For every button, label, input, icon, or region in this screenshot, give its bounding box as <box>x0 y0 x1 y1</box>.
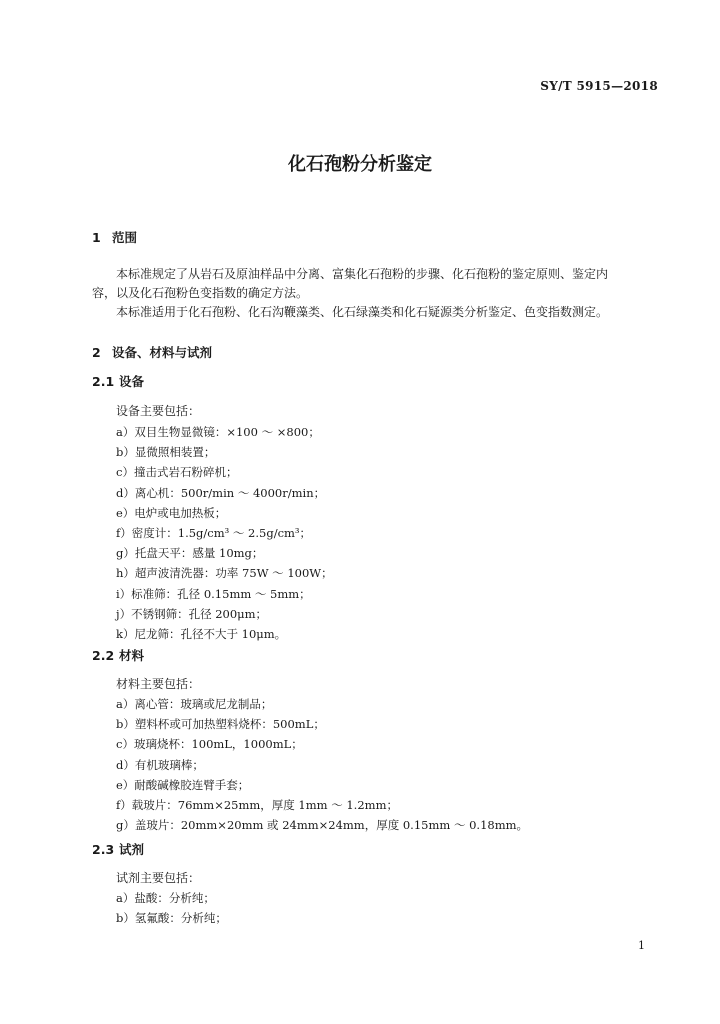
section-number: 2.2 <box>92 648 115 663</box>
page-number: 1 <box>638 939 645 952</box>
list-item: j）不锈钢筛：孔径 200μm； <box>116 606 268 621</box>
section-number: 1 <box>92 230 101 245</box>
list-item: f）密度计：1.5g/cm³ ～ 2.5g/cm³； <box>116 525 312 540</box>
standard-code: SY/T 5915—2018 <box>540 79 658 93</box>
list-item: c）撞击式岩石粉碎机； <box>116 465 238 480</box>
list-item: d）离心机：500r/min ～ 4000r/min； <box>116 485 326 500</box>
section-title: 材料 <box>119 648 145 663</box>
section-title: 设备 <box>119 374 145 389</box>
section-number: 2.3 <box>92 842 115 857</box>
materials-intro: 材料主要包括： <box>116 677 201 691</box>
list-item: k）尼龙筛：孔径不大于 10μm。 <box>116 626 287 641</box>
list-item: a）离心管：玻璃或尼龙制品； <box>116 697 273 711</box>
list-item: g）托盘天平：感量 10mg； <box>116 546 264 561</box>
list-item: b）塑料杯或可加热塑料烧杯：500mL； <box>116 717 325 732</box>
scope-paragraph-1-line-2: 容，以及化石孢粉色变指数的确定方法。 <box>92 286 309 300</box>
materials-list <box>116 694 528 835</box>
scope-paragraph-1-line-1: 本标准规定了从岩石及原油样品中分离、富集化石孢粉的步骤、化石孢粉的鉴定原则、鉴定内 <box>116 267 609 281</box>
reagents-list <box>116 888 227 928</box>
list-item: g）盖玻片：20mm×20mm 或 24mm×24mm，厚度 0.15mm ～ 0.18mm。 <box>116 818 529 833</box>
document-title: 化石孢粉分析鉴定 <box>288 154 432 175</box>
list-item: c）玻璃烧杯：100mL，1000mL； <box>116 737 303 752</box>
equipment-intro: 设备主要包括： <box>116 404 201 418</box>
section-number: 2 <box>92 345 101 360</box>
list-item: h）超声波清洗器：功率 75W ～ 100W； <box>116 566 333 581</box>
section-title: 试剂 <box>119 842 145 857</box>
list-item: b）氢氟酸：分析纯； <box>116 911 227 926</box>
list-item: e）电炉或电加热板； <box>116 505 227 520</box>
reagents-intro: 试剂主要包括： <box>116 871 201 885</box>
scope-paragraph-2: 本标准适用于化石孢粉、化石沟鞭藻类、化石绿藻类和化石疑源类分析鉴定、色变指数测定。 <box>116 305 609 319</box>
section-2-1-heading <box>92 372 144 390</box>
section-1-heading <box>92 228 137 246</box>
section-2-heading <box>92 343 212 361</box>
list-item: a）双目生物显微镜：×100 ～ ×800； <box>116 425 320 439</box>
list-item: e）耐酸碱橡胶连臂手套； <box>116 777 250 792</box>
section-2-2-heading <box>92 646 144 664</box>
equipment-list <box>116 422 333 644</box>
list-item: b）显微照相装置； <box>116 445 216 460</box>
section-2-3-heading <box>92 840 144 858</box>
list-item: i）标准筛：孔径 0.15mm ～ 5mm； <box>116 586 311 601</box>
list-item: a）盐酸：分析纯； <box>116 891 215 905</box>
section-title: 设备、材料与试剂 <box>112 345 213 360</box>
section-number: 2.1 <box>92 374 115 389</box>
list-item: d）有机玻璃棒； <box>116 757 204 772</box>
list-item: f）载玻片：76mm×25mm，厚度 1mm ～ 1.2mm； <box>116 797 398 812</box>
section-title: 范围 <box>112 230 138 245</box>
